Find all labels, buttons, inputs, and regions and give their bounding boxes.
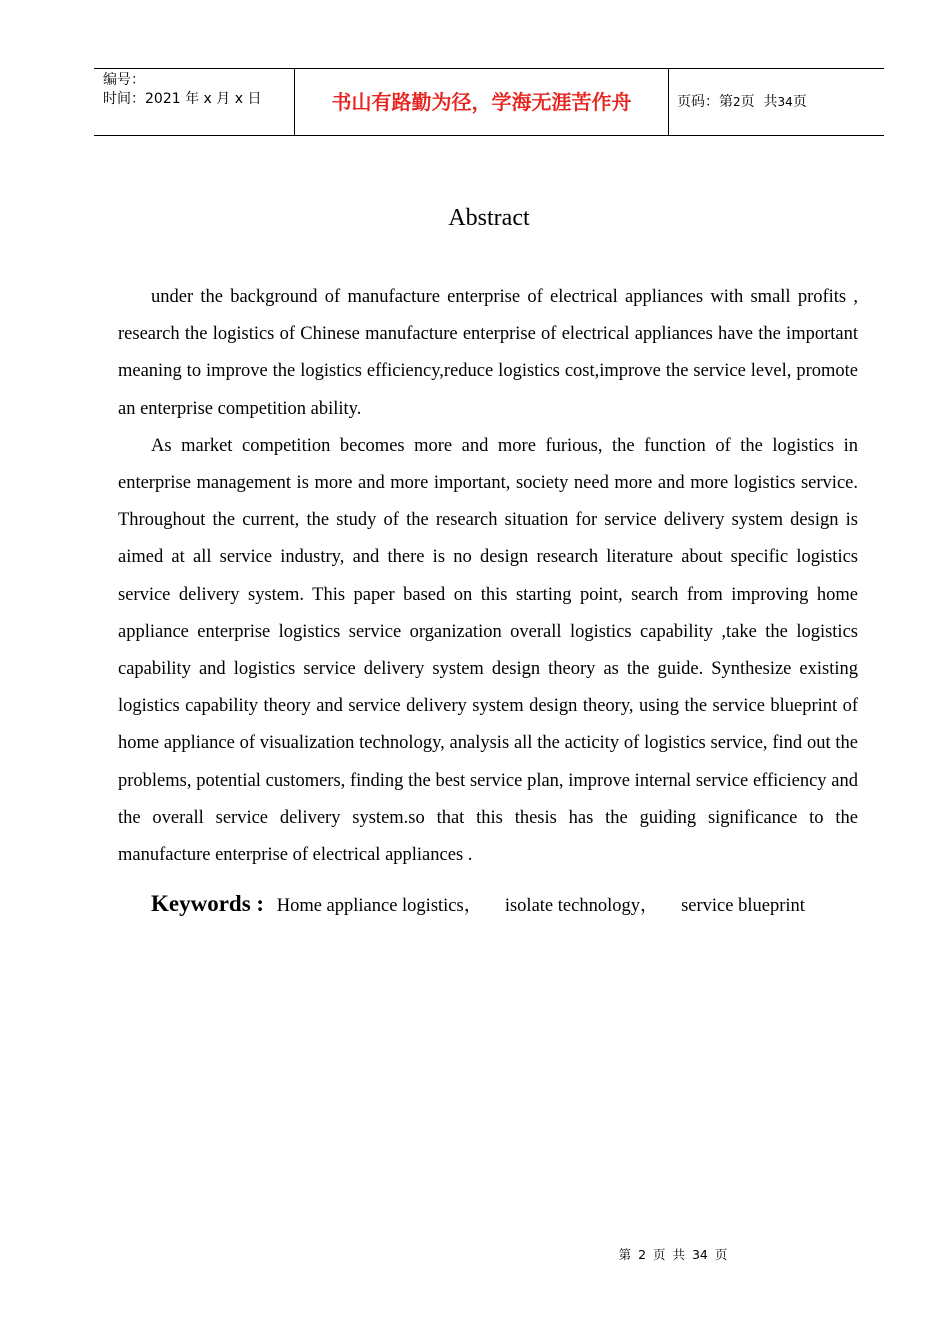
total-label: 共 — [763, 94, 778, 110]
time-day-unit: 日 — [247, 91, 262, 107]
page-label: 页码：第 — [677, 94, 733, 110]
time-line — [103, 90, 294, 109]
time-month-unit: 月 — [216, 91, 231, 107]
header-motto: 书山有路勤为径，学海无涯苦作舟 — [295, 69, 669, 135]
time-day: x — [234, 91, 244, 107]
page-unit: 页 — [740, 94, 755, 110]
abstract-body — [118, 279, 858, 874]
keyword-item: service blueprint — [681, 896, 805, 916]
page-footer: 第 2 页 共 34 页 — [618, 1247, 728, 1262]
keyword-item: Home appliance logistics， — [276, 896, 483, 916]
page-current: 2 — [733, 95, 741, 109]
abstract-paragraph: under the background of manufacture enterprise of electrical appliances with small profits , research the logistics of Chinese manufacture enterprise of electrical appliances have the important meaning to improve the logistics efficiency,reduce logistics cost,improve the service level, promote an enterprise competition ability. — [118, 287, 858, 419]
time-label: 时间： — [103, 91, 145, 107]
keyword-item: isolate technology， — [504, 896, 659, 916]
header-meta-cell — [94, 69, 295, 135]
document-title: Abstract — [448, 205, 530, 231]
abstract-paragraph: As market competition becomes more and more furious, the function of the logistics in enterprise management is more and more important, society need more and more logistics service. Throughout the current, the study of the research situation for service delivery system design is aimed at all service industry, and there is no design research literature about specific logistics service delivery system. This paper based on this starting point, search from improving home appliance enterprise logistics service organization overall logistics capability ,take the logistics capability and logistics service delivery system design theory as the guide. Synthesize existing logistics capability theory and service delivery system design theory, using the service blueprint of home appliance of visualization technology, analysis all the acticity of logistics service, find out the problems, potential customers, finding the best service plan, improve internal service efficiency and the overall service delivery system.so that this thesis has the guiding significance to the manufacture enterprise of electrical appliances . — [118, 435, 858, 866]
header-page-cell — [669, 69, 884, 135]
number-label: 编号： — [103, 72, 145, 88]
page-total: 34 — [777, 95, 793, 109]
keywords-line — [151, 885, 805, 925]
keywords-label: Keywords : — [151, 891, 265, 916]
time-year-unit: 年 — [185, 91, 200, 107]
time-year: 2021 — [145, 91, 181, 107]
time-month: x — [203, 91, 212, 107]
page-header — [94, 68, 884, 136]
total-unit: 页 — [792, 94, 807, 110]
